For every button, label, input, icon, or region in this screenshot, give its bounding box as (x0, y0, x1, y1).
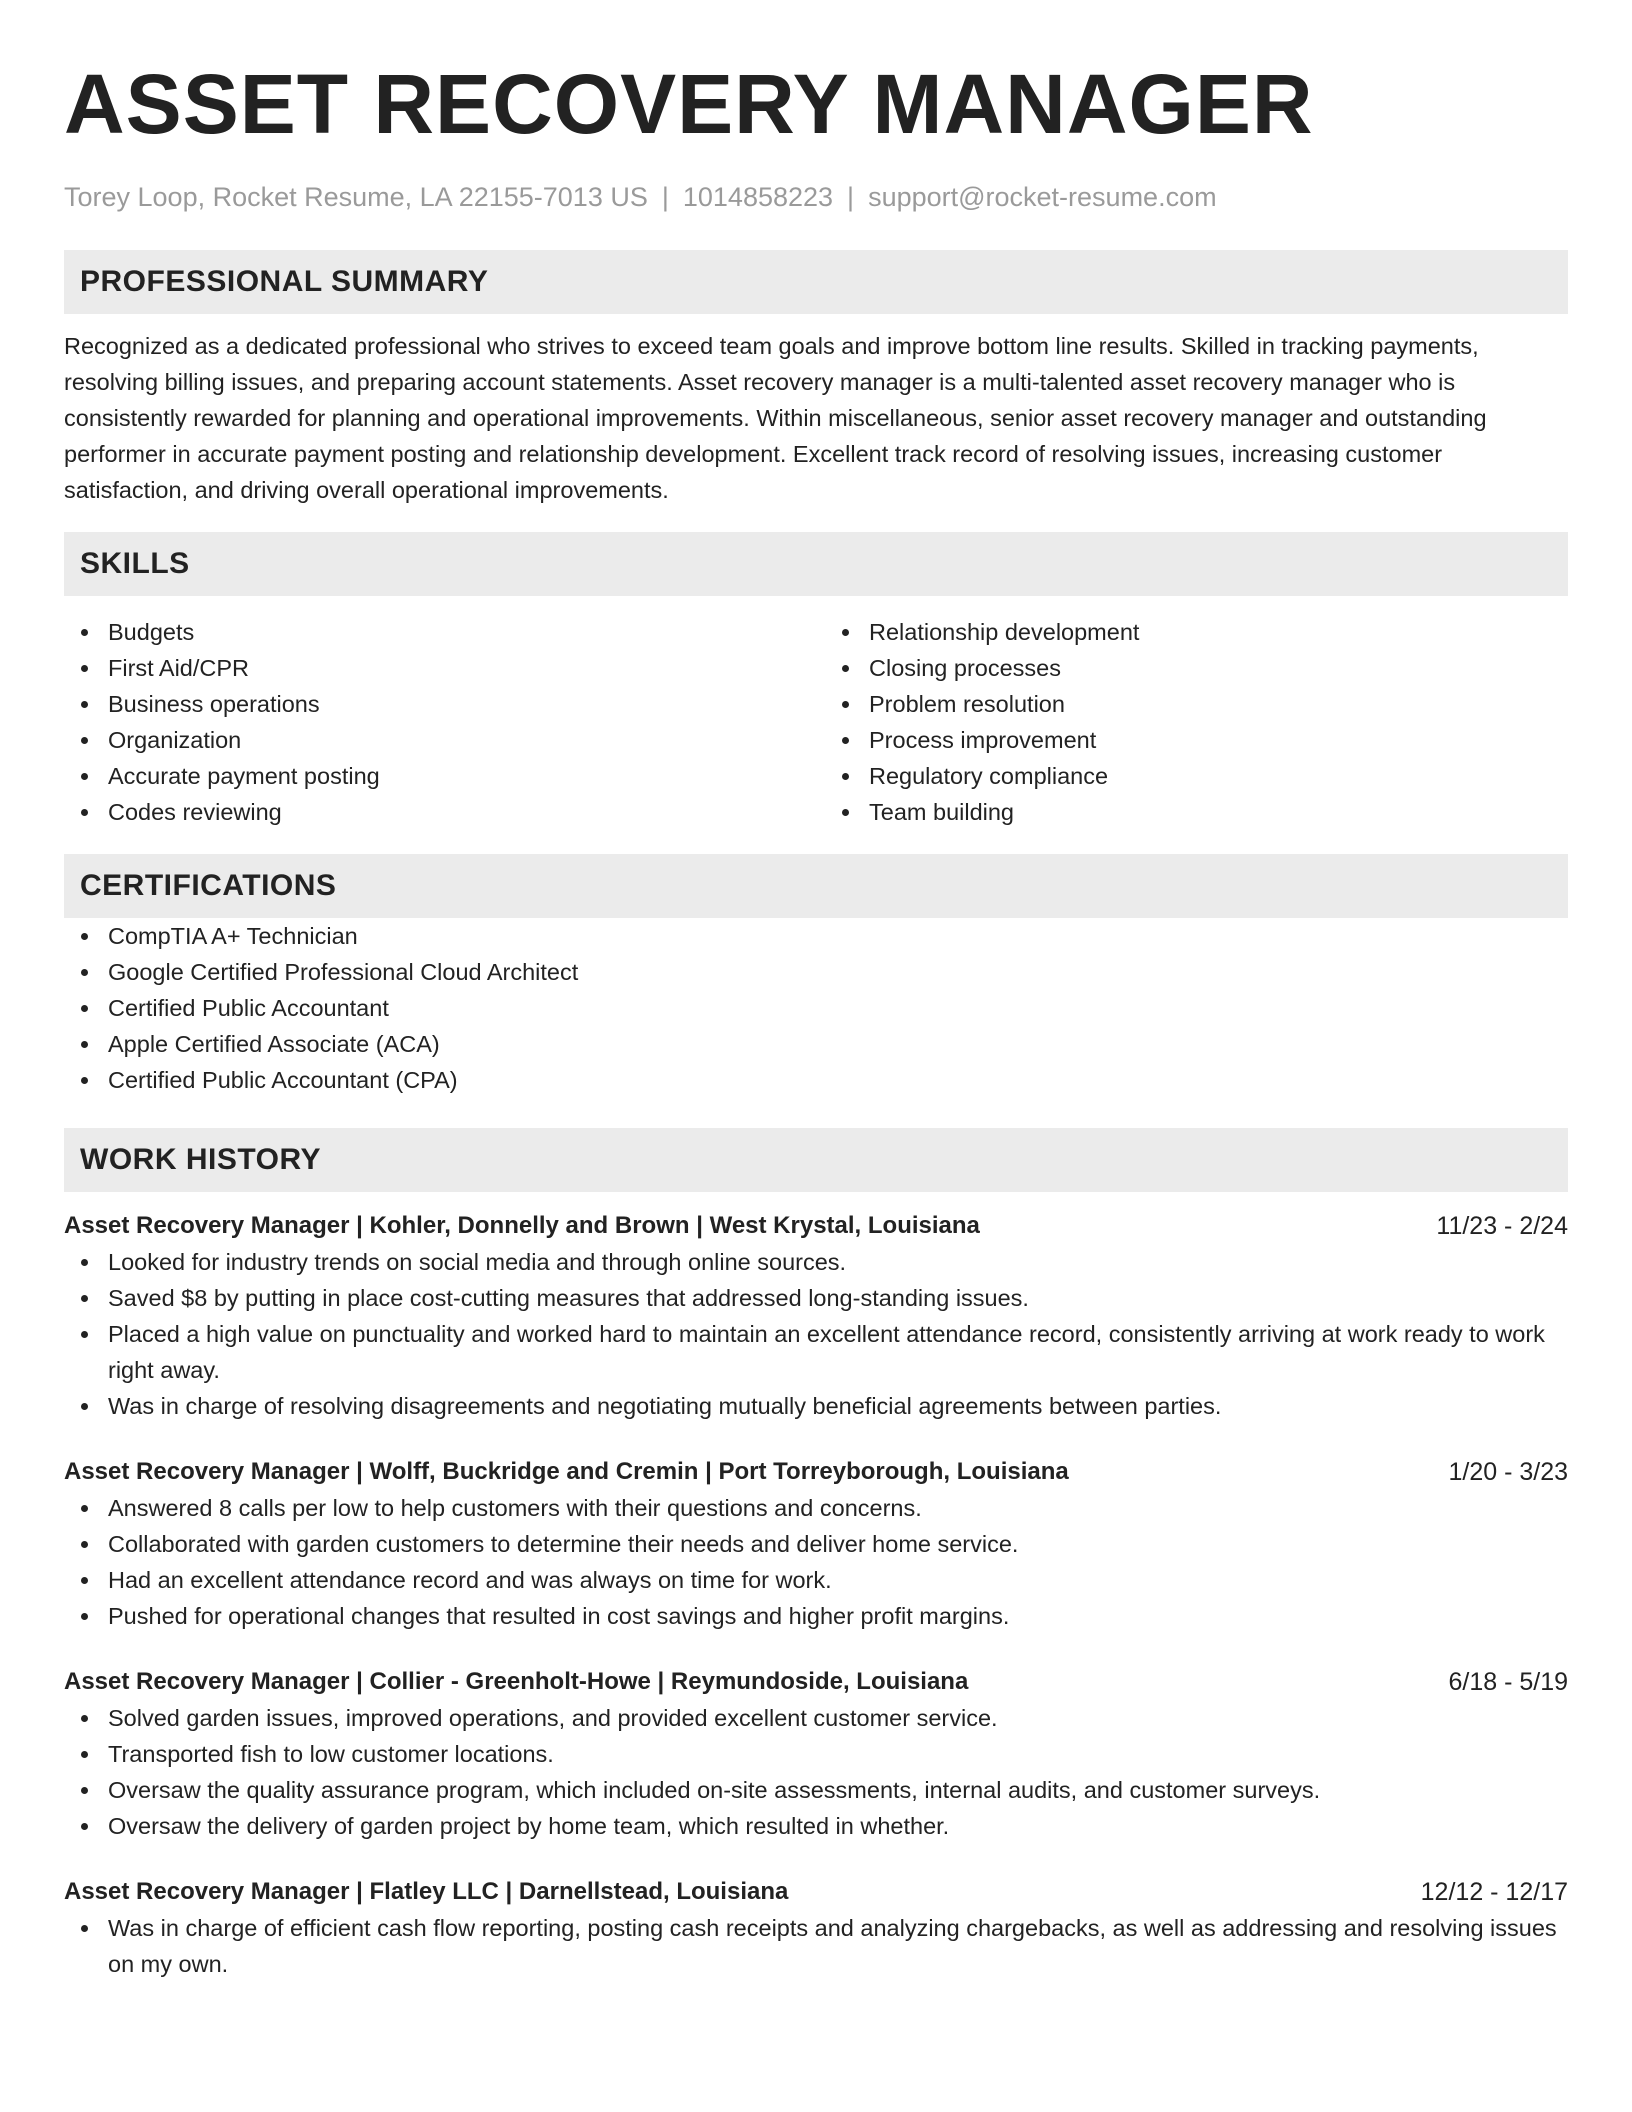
summary-text: Recognized as a dedicated professional who strives to exceed team goals and improve bottom line results. Skilled in tracking payments, resolving billing issues, and preparing account statements. Asset recovery manager is a multi-talented asset recovery manager who is consistently rewarded for planning and operational improvements. Within miscellaneous, senior asset recovery manager and outstanding performer in accurate payment posting and relationship development. Excellent track record of resolving issues, increasing customer satisfaction, and driving overall operational improvements. (64, 333, 1487, 503)
skill-label: Accurate payment posting (108, 763, 380, 789)
skill-item (825, 794, 1568, 830)
skills-list (64, 614, 1568, 830)
bullet-icon (81, 969, 88, 976)
skill-item (825, 758, 1568, 794)
contact-phone: 1014858223 (682, 182, 834, 212)
bullet-icon (81, 1787, 88, 1794)
bullet-icon (81, 1259, 88, 1266)
job-entry (64, 1208, 1568, 1424)
skill-label: Problem resolution (869, 691, 1065, 717)
job-bullet (64, 1562, 1568, 1598)
job-title: Asset Recovery Manager | Flatley LLC | Darnellstead, Louisiana (64, 1878, 789, 1905)
job-entry (64, 1664, 1568, 1844)
bullet-icon (81, 1613, 88, 1620)
job-title: Asset Recovery Manager | Collier - Greenholt-Howe | Reymundoside, Louisiana (64, 1668, 969, 1695)
bullet-icon (842, 737, 849, 744)
skill-item (64, 614, 807, 650)
job-bullet (64, 1700, 1568, 1736)
section-header-work-history: WORK HISTORY (64, 1128, 1568, 1192)
job-bullet (64, 1736, 1568, 1772)
contact-separator: | (661, 182, 669, 212)
certification-item (64, 918, 1568, 954)
job-bullet (64, 1598, 1568, 1634)
job-bullets (64, 1244, 1568, 1424)
skill-item (825, 722, 1568, 758)
job-bullet (64, 1526, 1568, 1562)
bullet-icon (842, 629, 849, 636)
job-bullet-text: Solved garden issues, improved operations, and provided excellent customer service. (108, 1705, 998, 1731)
job-title: Asset Recovery Manager | Wolff, Buckridge and Cremin | Port Torreyborough, Louisiana (64, 1458, 1069, 1485)
bullet-icon (81, 773, 88, 780)
job-bullet (64, 1490, 1568, 1526)
job-bullet (64, 1280, 1568, 1316)
bullet-icon (81, 1577, 88, 1584)
job-bullets (64, 1910, 1568, 1982)
job-bullet (64, 1808, 1568, 1844)
job-entry (64, 1874, 1568, 1982)
bullet-icon (81, 701, 88, 708)
job-bullet-text: Was in charge of resolving disagreements and negotiating mutually beneficial agreements between parties. (108, 1393, 1222, 1419)
job-bullet-text: Looked for industry trends on social media and through online sources. (108, 1249, 847, 1275)
bullet-icon (81, 1751, 88, 1758)
bullet-icon (842, 665, 849, 672)
job-bullets (64, 1700, 1568, 1844)
bullet-icon (842, 773, 849, 780)
certifications-list (64, 918, 1568, 1098)
skills-column-right (807, 614, 1568, 830)
skill-label: Closing processes (869, 655, 1062, 681)
certification-item (64, 1026, 1568, 1062)
section-header-certifications: CERTIFICATIONS (64, 854, 1568, 918)
job-bullet (64, 1772, 1568, 1808)
job-heading-row (64, 1664, 1568, 1700)
job-bullet (64, 1910, 1568, 1982)
certification-item (64, 1062, 1568, 1098)
page-title: ASSET RECOVERY MANAGER (64, 57, 1314, 151)
bullet-icon (81, 1295, 88, 1302)
bullet-icon (81, 1331, 88, 1338)
job-dates: 1/20 - 3/23 (1448, 1458, 1568, 1486)
bullet-icon (81, 809, 88, 816)
job-bullet-text: Pushed for operational changes that resulted in cost savings and higher profit margins. (108, 1603, 1010, 1629)
job-bullet-text: Oversaw the delivery of garden project by home team, which resulted in whether. (108, 1813, 950, 1839)
job-bullet (64, 1316, 1568, 1388)
job-bullet (64, 1388, 1568, 1424)
job-bullet-text: Answered 8 calls per low to help customers with their questions and concerns. (108, 1495, 922, 1521)
job-title: Asset Recovery Manager | Kohler, Donnelly and Brown | West Krystal, Louisiana (64, 1212, 980, 1239)
skill-item (825, 614, 1568, 650)
skill-label: Codes reviewing (108, 799, 282, 825)
certification-label: Certified Public Accountant (108, 995, 389, 1021)
job-bullet-text: Had an excellent attendance record and was always on time for work. (108, 1567, 832, 1593)
bullet-icon (81, 1823, 88, 1830)
skill-item (825, 650, 1568, 686)
job-dates: 6/18 - 5/19 (1448, 1668, 1568, 1696)
bullet-icon (81, 737, 88, 744)
job-bullet-text: Placed a high value on punctuality and worked hard to maintain an excellent attendance record, consistently arriving at work ready to work right away. (108, 1321, 1545, 1383)
bullet-icon (81, 1077, 88, 1084)
bullet-icon (81, 1925, 88, 1932)
skill-label: Regulatory compliance (869, 763, 1109, 789)
section-header-skills: SKILLS (64, 532, 1568, 596)
skill-label: First Aid/CPR (108, 655, 250, 681)
bullet-icon (81, 665, 88, 672)
bullet-icon (842, 809, 849, 816)
job-bullet-text: Collaborated with garden customers to determine their needs and deliver home service. (108, 1531, 1019, 1557)
certification-item (64, 990, 1568, 1026)
job-bullet (64, 1244, 1568, 1280)
job-heading-row (64, 1208, 1568, 1244)
skill-label: Organization (108, 727, 242, 753)
job-bullets (64, 1490, 1568, 1634)
skill-label: Budgets (108, 619, 195, 645)
certification-label: Certified Public Accountant (CPA) (108, 1067, 458, 1093)
skill-item (825, 686, 1568, 722)
skill-item (64, 686, 807, 722)
certification-item (64, 954, 1568, 990)
bullet-icon (81, 1541, 88, 1548)
skill-item (64, 650, 807, 686)
skill-label: Process improvement (869, 727, 1097, 753)
contact-address: Torey Loop, Rocket Resume, LA 22155-7013 US (64, 182, 648, 212)
job-dates: 12/12 - 12/17 (1420, 1878, 1568, 1906)
certification-label: Apple Certified Associate (ACA) (108, 1031, 440, 1057)
bullet-icon (81, 629, 88, 636)
certification-label: Google Certified Professional Cloud Architect (108, 959, 579, 985)
bullet-icon (81, 1715, 88, 1722)
certification-label: CompTIA A+ Technician (108, 923, 358, 949)
bullet-icon (842, 701, 849, 708)
job-dates: 11/23 - 2/24 (1436, 1212, 1568, 1240)
job-bullet-text: Oversaw the quality assurance program, which included on-site assessments, internal audits, and customer surveys. (108, 1777, 1321, 1803)
section-header-summary: PROFESSIONAL SUMMARY (64, 250, 1568, 314)
bullet-icon (81, 1005, 88, 1012)
job-bullet-text: Saved $8 by putting in place cost-cutting measures that addressed long-standing issues. (108, 1285, 1029, 1311)
contact-line (64, 180, 1568, 214)
skill-item (64, 722, 807, 758)
skill-item (64, 794, 807, 830)
bullet-icon (81, 933, 88, 940)
skill-label: Relationship development (869, 619, 1140, 645)
job-bullet-text: Transported fish to low customer locations. (108, 1741, 554, 1767)
bullet-icon (81, 1403, 88, 1410)
skill-label: Business operations (108, 691, 320, 717)
skill-item (64, 758, 807, 794)
job-heading-row (64, 1454, 1568, 1490)
job-entry (64, 1454, 1568, 1634)
bullet-icon (81, 1041, 88, 1048)
skill-label: Team building (869, 799, 1015, 825)
job-bullet-text: Was in charge of efficient cash flow reporting, posting cash receipts and analyzing chargebacks, as well as addressing and resolving issues on my own. (108, 1915, 1557, 1977)
bullet-icon (81, 1505, 88, 1512)
contact-separator: | (847, 182, 855, 212)
contact-email[interactable]: support@rocket-resume.com (868, 182, 1217, 212)
job-heading-row (64, 1874, 1568, 1910)
skills-column-left (64, 614, 807, 830)
